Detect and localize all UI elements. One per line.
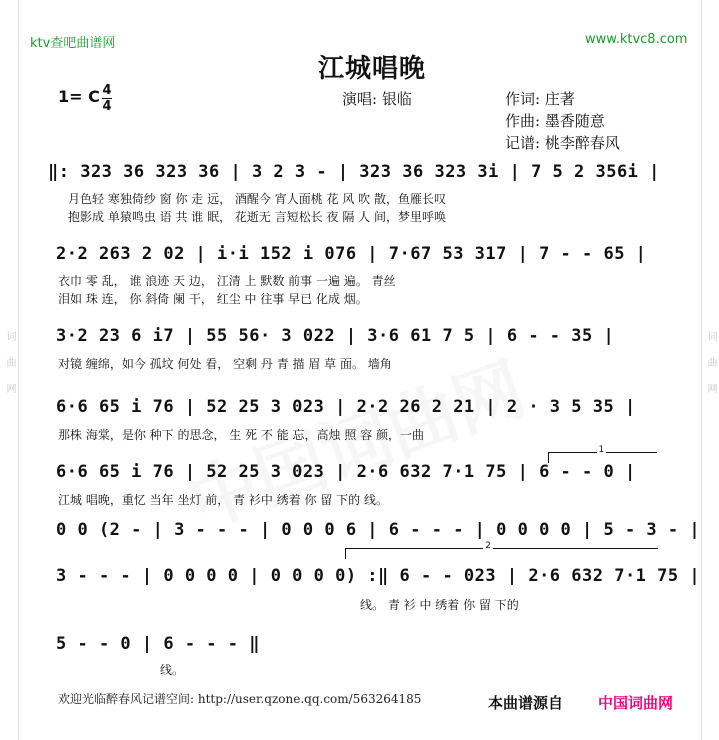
- lyric-line-8: 线。: [160, 663, 185, 677]
- notation-line-7: 3 - - - | 0 0 0 0 | 0 0 0 0) :‖ 6 - - 023 | 2·6 632 7·1 75 |: [56, 566, 701, 586]
- sidebar-right: [704, 40, 716, 700]
- transcriber: 记谱: 桃李醉春风: [505, 134, 620, 152]
- song-title: 江城唱晚: [318, 54, 427, 84]
- composer: 作曲: 墨香随意: [505, 112, 605, 130]
- notation-line-4: 6·6 65 i 76 | 52 25 3 023 | 2·2 26 2 21 | 2 · 3 5 35 |: [56, 397, 636, 417]
- source-label: 本曲谱源自: [488, 694, 564, 712]
- lyric-line-1a: 月色轻 寒独倚纱 窗 你 走 远， 酒醒今 宵人面桃 花 风 吹 散，鱼雁长叹: [68, 192, 446, 206]
- lyric-line-5: 江城 唱晚，重忆 当年 坐灯 前， 青 衫中 绣着 你 留 下的 线。: [58, 493, 388, 507]
- volta-1-label: 1: [598, 445, 605, 455]
- lyric-line-4: 那株 海棠，是你 种下 的思念， 生 死 不 能 忘，高烛 照 容 颜，一曲: [58, 428, 424, 442]
- singer: 演唱: 银临: [342, 90, 412, 108]
- lyric-line-1b: 抱影成 单猿鸣虫 语 共 谁 眠， 花逝无 言短松长 夜 隔 人 间，梦里呼唤: [68, 210, 446, 224]
- footer-welcome: 欢迎光临醉春风记谱空间: http://user.qzone.qq.com/563264185: [58, 692, 422, 706]
- volta-bracket-2: [345, 541, 658, 559]
- time-bottom: 4: [102, 99, 112, 114]
- site-right-link[interactable]: www.ktvc8.com: [585, 32, 688, 47]
- sidebar-text: 词曲网: [705, 331, 716, 409]
- time-top: 4: [102, 83, 112, 98]
- sidebar-text: 词曲网: [4, 331, 15, 409]
- lyricist: 作词: 庄著: [505, 90, 575, 108]
- brand-link[interactable]: 中国词曲网: [598, 694, 674, 712]
- lyric-line-7: 线。 青 衫 中 绣着 你 留 下的: [360, 598, 519, 612]
- site-left-link[interactable]: ktv查吧曲谱网: [30, 36, 116, 51]
- notation-line-1: ‖: 323 36 323 36 | 3 2 3 - | 323 36 323 3i | 7 5 2 356i |: [48, 162, 660, 182]
- notation-line-6: 0 0 (2 - | 3 - - - | 0 0 0 6 | 6 - - - | 0 0 0 0 | 5 - 3 - |: [56, 520, 701, 540]
- lyric-line-2b: 泪如 珠 连， 你 斜倚 阑 干， 红尘 中 往事 早已 化成 烟。: [58, 292, 368, 306]
- notation-line-5: 6·6 65 i 76 | 52 25 3 023 | 2·6 632 7·1 75 | 6 - - 0 |: [56, 462, 636, 482]
- sidebar-left: [3, 40, 15, 700]
- key-signature: 1= C: [58, 87, 100, 106]
- volta-2-label: 2: [485, 541, 491, 551]
- lyric-line-2a: 衣巾 零 乱， 谁 浪迹 天 边， 江清 上 默数 前事 一遍 遍。 青丝: [58, 274, 396, 288]
- notation-line-3: 3·2 23 6 i7 | 55 56· 3 022 | 3·6 61 7 5 | 6 - - 35 |: [56, 326, 615, 346]
- notation-line-8: 5 - - 0 | 6 - - - ‖: [56, 634, 260, 654]
- notation-line-2: 2·2 263 2 02 | i·i 152 i 076 | 7·67 53 317 | 7 - - 65 |: [56, 244, 647, 264]
- lyric-line-3: 对镜 缠绵，如今 孤坟 何处 看， 空剩 丹 青 描 眉 草 面。 墙角: [58, 357, 392, 371]
- time-signature: [102, 84, 112, 113]
